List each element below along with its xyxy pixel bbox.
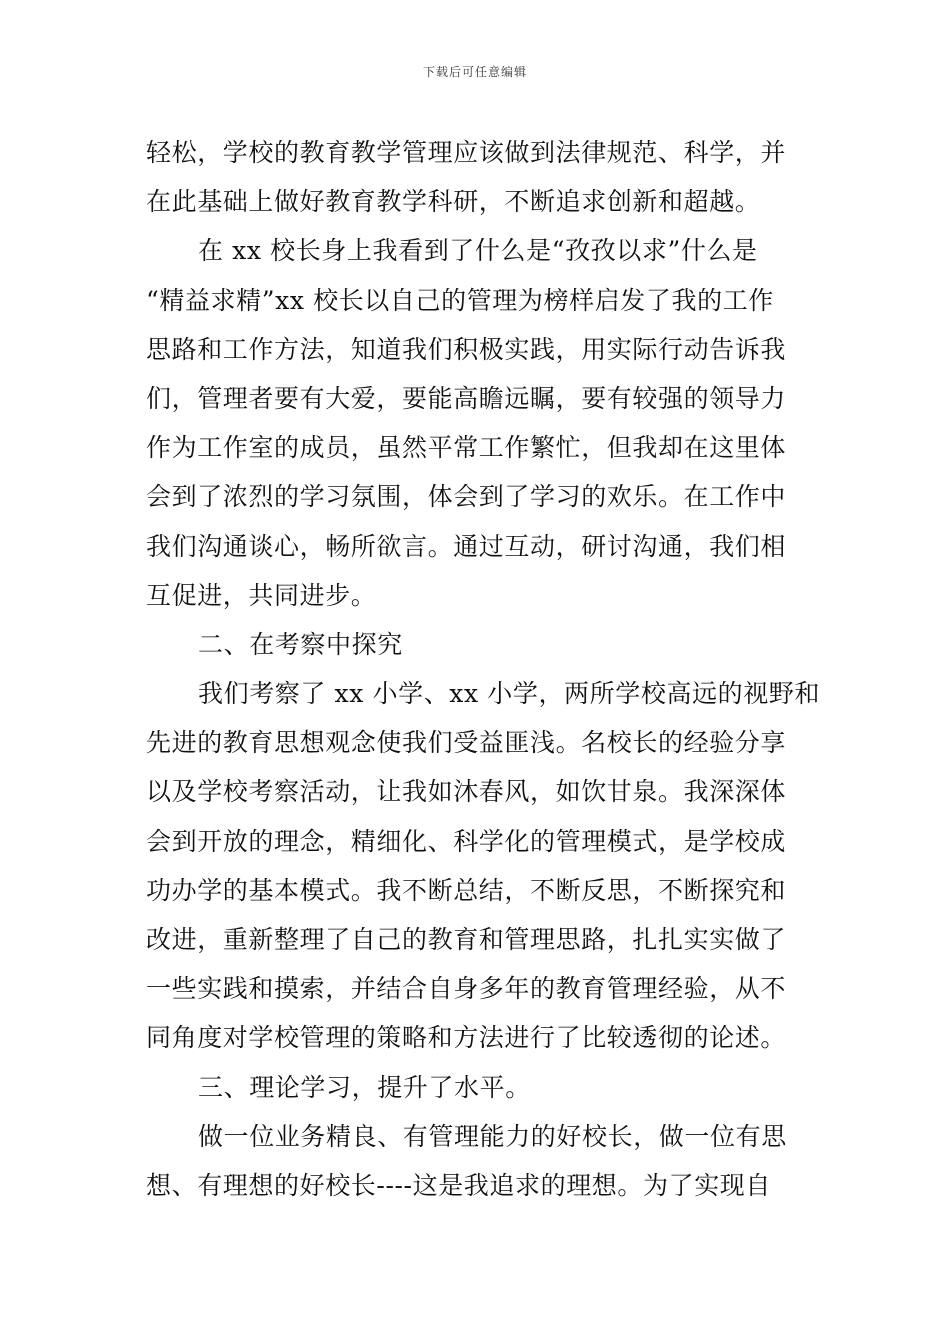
paragraph-line: 会到开放的理念，精细化、科学化的管理模式，是学校成 — [146, 826, 787, 856]
paragraph-line: 先进的教育思想观念使我们受益匪浅。名校长的经验分享 — [146, 728, 787, 758]
paragraph-line: 在此基础上做好教育教学科研，不断追求创新和超越。 — [146, 187, 761, 217]
header-note: 下载后可任意编辑 — [422, 65, 527, 79]
paragraph-line: 思路和工作方法，知道我们积极实践，用实际行动告诉我 — [146, 334, 787, 364]
paragraph-line: 轻松，学校的教育教学管理应该做到法律规范、科学，并 — [146, 138, 787, 167]
paragraph-line: 作为工作室的成员，虽然平常工作繁忙，但我却在这里体 — [146, 433, 787, 463]
paragraph-line: 我们沟通谈心，畅所欲言。通过互动，研讨沟通，我们相 — [146, 531, 787, 561]
paragraph-line: 一些实践和摸索，并结合自身多年的教育管理经验，从不 — [146, 974, 787, 1004]
paragraph-line: 我们考察了 xx 小学、xx 小学，两所学校高远的视野和 — [198, 679, 821, 709]
paragraph-line: 同角度对学校管理的策略和方法进行了比较透彻的论述。 — [146, 1023, 787, 1053]
section-heading: 三、理论学习，提升了水平。 — [198, 1072, 531, 1102]
paragraph-line: 们，管理者要有大爱，要能高瞻远瞩，要有较强的领导力 — [146, 383, 787, 413]
paragraph-line: “精益求精”xx 校长以自己的管理为榜样启发了我的工作 — [146, 285, 774, 315]
paragraph-line: 改进，重新整理了自己的教育和管理思路，扎扎实实做了 — [146, 925, 787, 954]
paragraph-line: 以及学校考察活动，让我如沐春风，如饮甘泉。我深深体 — [146, 777, 787, 807]
document-body — [146, 128, 821, 1210]
paragraph-line: 功办学的基本模式。我不断总结，不断反思，不断探究和 — [146, 875, 787, 905]
paragraph-line: 做一位业务精良、有管理能力的好校长，做一位有思 — [198, 1121, 787, 1151]
paragraph-line: 想、有理想的好校长----这是我追求的理想。为了实现自 — [146, 1170, 771, 1200]
section-heading: 二、在考察中探究 — [198, 629, 403, 659]
paragraph-line: 在 xx 校长身上我看到了什么是“孜孜以求”什么是 — [198, 236, 758, 266]
paragraph-line: 会到了浓烈的学习氛围，体会到了学习的欢乐。在工作中 — [146, 482, 787, 512]
paragraph-line: 互促进，共同进步。 — [146, 580, 377, 610]
